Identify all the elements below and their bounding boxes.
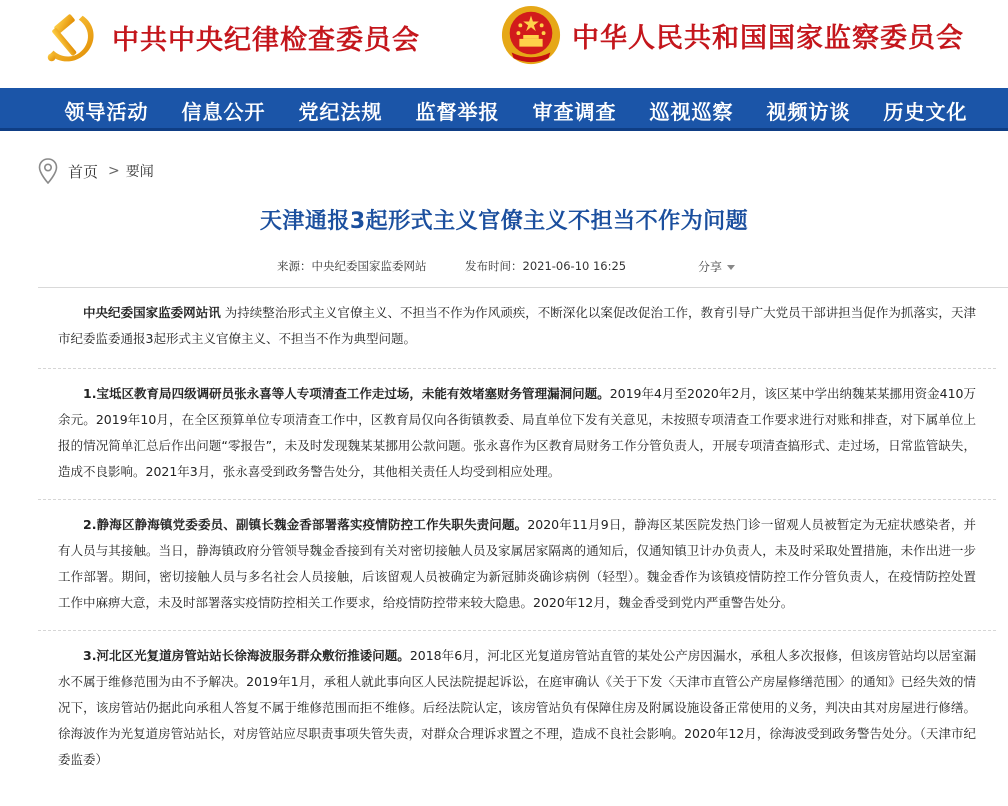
share-label: 分享 [698,260,723,274]
article-publish-time: 发布时间：2021-06-10 16:25 [465,259,627,273]
nav-item-leadership[interactable]: 领导活动 [64,99,149,124]
nav-item-investigation[interactable]: 审查调查 [532,99,617,124]
cpc-logo-link[interactable] [40,6,420,68]
case-lead: 1.宝坻区教育局四级调研员张永喜等人专项清查工作走过场，未能有效堵塞财务管理漏洞问题。 [83,386,610,401]
share-button[interactable] [698,258,735,275]
national-emblem-icon [500,4,562,66]
article-source: 来源：中央纪委国家监委网站 [277,259,427,273]
case-paragraph [58,381,976,485]
caret-down-icon [727,265,735,270]
article-intro [58,300,976,352]
hammer-sickle-icon [40,6,102,68]
ncs-site-name: 中华人民共和国国家监察委员会 [572,22,964,54]
location-pin-icon [38,158,58,184]
case-text: 2020年11月9日，静海区某医院发热门诊一留观人员被暂定为无症状感染者，并有人员与其接触。当日，静海镇政府分管领导魏金香接到有关对密切接触人员及家属居家隔离的通知后，仅通知镇卫计办负责人，未及时采取处置措施，未作出进一步工作部署。期间，密切接触人员与多名社会人员接触，后该留观人员被确定为新冠肺炎确诊病例（轻型）。魏金香作为该镇疫情防控工作分管负责人，在疫情防控处置工作中麻痹大意，未及时部署落实疫情防控相关工作要求，给疫情防控带来较大隐患。2020年12月，魏金香受到党内严重警告处分。 [58,517,977,610]
nav-item-inspection[interactable]: 巡视巡察 [649,99,734,124]
case-lead: 3.河北区光复道房管站站长徐海波服务群众敷衍推诿问题。 [83,648,410,663]
breadcrumb-home-link[interactable]: 首页 [68,162,99,181]
case-text: 2019年4月至2020年2月，该区某中学出纳魏某某挪用资金410万余元。2019年10月，在全区预算单位专项清查工作中，区教育局仅向各街镇教委、局直单位下发有关意见，未按照专项清查工作要求进行对账和排查，对下属单位上报的情况简单汇总后作出问题“零报告”，未及时发现魏某某挪用公款问题。张永喜作为区教育局财务工作分管负责人，开展专项清查搞形式、走过场，日常监管缺失，造成不良影响。2021年3月，张永喜受到政务警告处分，其他相关责任人均受到相应处理。 [58,386,977,479]
nav-item-reporting[interactable]: 监督举报 [415,99,500,124]
breadcrumb [38,158,154,184]
divider [38,287,1008,288]
case-paragraph [58,643,976,773]
nav-item-history-culture[interactable]: 历史文化 [883,99,968,124]
paragraph-divider [38,630,996,631]
breadcrumb-separator: > [108,163,120,179]
site-header [0,0,1008,88]
ncs-logo-link[interactable] [500,4,964,66]
paragraph-divider [38,499,996,500]
paragraph-divider [38,368,996,369]
article-body [58,300,976,787]
nav-item-disclosure[interactable]: 信息公开 [181,99,266,124]
nav-item-video-interviews[interactable]: 视频访谈 [766,99,851,124]
article-title: 天津通报3起形式主义官僚主义不担当不作为问题 [259,209,749,234]
intro-text: 为持续整治形式主义官僚主义、不担当不作为作风顽疾，不断深化以案促改促治工作，教育引导广大党员干部讲担当促作为抓落实，天津市纪委监委通报3起形式主义官僚主义、不担当不作为典型问题。 [58,305,976,346]
case-paragraph [58,512,976,616]
breadcrumb-current-link[interactable]: 要闻 [125,164,154,180]
intro-lead: 中央纪委国家监委网站讯 [83,305,221,320]
nav-item-regulations[interactable]: 党纪法规 [298,99,383,124]
case-lead: 2.静海区静海镇党委委员、副镇长魏金香部署落实疫情防控工作失职失责问题。 [83,517,528,532]
case-text: 2018年6月，河北区光复道房管站直管的某处公产房因漏水，承租人多次报修，但该房管站均以居室漏水不属于维修范围为由不予解决。2019年1月，承租人就此事向区人民法院提起诉讼，在庭审确认《关于下发〈天津市直管公产房屋修缮范围〉的通知》已经失效的情况下，该房管站仍据此向承租人答复不属于维修范围而拒不维修。后经法院认定，该房管站负有保障住房及附属设施设备正常使用的义务，判决由其对房屋进行修缮。徐海波作为光复道房管站站长，对房管站应尽职责事项失管失责，对群众合理诉求置之不理，造成不良社会影响。2020年12月，徐海波受到政务警告处分。（天津市纪委监委） [58,648,976,767]
cpc-site-name: 中共中央纪律检查委员会 [112,24,420,56]
main-nav [0,88,1008,131]
